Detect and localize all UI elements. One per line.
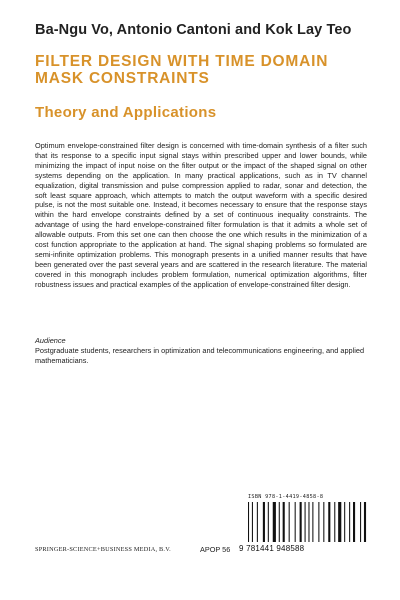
book-title-line-1: FILTER DESIGN WITH TIME DOMAIN [35,53,329,70]
book-title [35,53,375,87]
series-number: APOP 56 [200,545,231,554]
book-title-line-2: MASK CONSTRAINTS [35,70,210,87]
barcode-digits: 9 781441 948588 [239,544,305,553]
audience-text: Postgraduate students, researchers in optimization and telecommunications engineering, and applied mathematicians. [35,346,365,365]
isbn-text: ISBN 978-1-4419-4858-8 [248,494,324,500]
description-text: Optimum envelope-constrained filter design is concerned with time-domain synthesis of a filter such that its response to a specific input signal stays within prescribed upper and lower bounds, while minimizing the impact of input noise on the filter output or the impact of the shaped signal on other systems depending on the application. In many practical applications, such as in TV channel equalization, digital transmission and pulse compression applied to radar, sonar and detection, the soft least square approach, which attempts to match the output waveform with a specific desired pulse, is not the most suitable one. Instead, it becomes necessary to ensure that the response stays within the hard envelope constraints defined by a set of continuous inequality constraints. The advantage of using the hard envelope-constrained filter formulation is that it admits a whole set of allowable outputs. From this set one can then choose the one which results in the minimization of a cost function appropriate to the application at hand. The signal shaping problems so formulated are semi-infinite optimization problems. This monograph presents in a unified manner results that have been generated over the past several years and are scattered in the research literature. The material covered in this monograph includes problem formulation, numerical optimization algorithms, filter robustness issues and practical examples of the application of envelope-constrained filter design. [35,141,367,289]
barcode-image [246,502,368,542]
audience-label: Audience [35,336,66,345]
book-subtitle: Theory and Applications [35,104,217,121]
authors: Ba-Ngu Vo, Antonio Cantoni and Kok Lay Teo [35,22,352,38]
publisher: SPRINGER-SCIENCE+BUSINESS MEDIA, B.V. [35,546,171,553]
